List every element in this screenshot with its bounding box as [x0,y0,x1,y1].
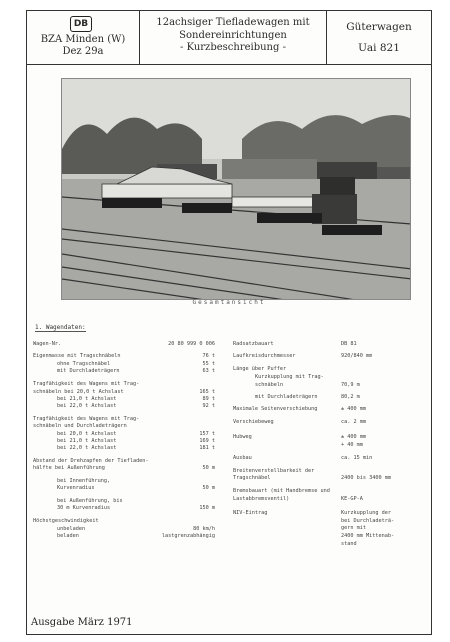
left-row-value: 150 m [199,505,215,511]
right-row-label: Kurzkupplung mit Trag- [255,374,324,380]
left-row-label: Höchstgeschwindigkeit [33,518,99,524]
right-row-value: ca. 15 min [341,455,373,461]
right-row-value: ± 400 mm [341,406,366,412]
right-row-label: NIV-Eintrag [233,510,268,516]
left-row-label: beladen [57,533,79,539]
left-row-label: bei Innenführung, [57,478,111,484]
title-line-1: 12achsiger Tiefladewagen mit [156,17,310,28]
left-row-value: 165 t [199,389,215,395]
left-row-value: 169 t [199,438,215,444]
left-row-label: unbeladen [57,526,86,532]
left-row-label: bei 22,0 t Achslast [57,403,117,409]
document-frame [26,10,432,635]
left-row-label: mit Durchladeträgern [57,368,120,374]
right-row-label: Ausbau [233,455,252,461]
left-row-value: 80 km/h [193,526,215,532]
right-row-value: ± 400 mm [341,434,366,440]
right-row-value: 2400 mm Mittenab- [341,533,395,539]
left-row-label: bei 21,0 t Achslast [57,396,117,402]
wagon-photo [61,78,411,300]
right-row-value: KE-GP-A [341,496,363,502]
org-name: BZA Minden (W) [40,34,126,45]
left-row-label: Kurvenradius [57,485,95,491]
right-row-label: Lastabbremsventil) [233,496,290,502]
edition-footer: Ausgabe März 1971 [31,617,133,628]
photo-caption: Gesamtansicht [192,299,266,306]
right-row-value: 2400 bis 3400 mm [341,475,391,481]
left-row-value: lastgrenzabhängig [161,533,215,539]
right-row-value: gern mit [341,525,366,531]
right-row-value: Kurzkupplung der [341,510,391,516]
title-line-3: - Kurzbeschreibung - [180,42,286,53]
right-row-value: DB 81 [341,341,357,347]
right-row-value: ca. 2 mm [341,419,366,425]
right-row-label: mit Durchladeträgern [255,394,318,400]
right-row-label: schnäbeln [255,382,284,388]
category-label: Güterwagen [346,21,412,33]
left-row-label: Tragfähigkeit des Wagens mit Trag- [33,381,140,387]
left-row-label: Abstand der Drehzapfen der Tiefladen- [33,458,149,464]
left-row-value: 50 m [202,485,215,491]
left-row-label: Tragfähigkeit des Wagens mit Trag- [33,416,140,422]
left-row-value: 50 m [202,465,215,471]
right-row-value: stand [341,541,357,547]
right-row-value: 80,2 m [341,394,360,400]
left-row-value: 92 t [202,403,215,409]
left-row-label: bei 22,0 t Achslast [57,445,117,451]
left-row-label: bei 20,0 t Achslast [57,431,117,437]
right-row-label: Maximale Seitenverschiebung [233,406,318,412]
left-row-label: schnäbeln und Durchladeträgern [33,423,127,429]
left-row-value: 55 t [202,361,215,367]
right-row-label: Hubweg [233,434,252,440]
left-row-label: schnäbeln bei 20,0 t Achslast [33,389,124,395]
right-row-label: Laufkreisdurchmesser [233,353,296,359]
left-row-label: Wagen-Nr. [33,341,62,347]
title-line-2: Sondereinrichtungen [179,30,287,41]
left-row-value: 20 80 999 0 006 [168,341,215,347]
left-row-value: 63 t [202,368,215,374]
type-code: Uai 821 [358,42,400,54]
right-row-label: Tragschnäbel [233,475,271,481]
right-row-label: Radsatzbauart [233,341,274,347]
header-org-cell [27,11,140,64]
header-category-cell [327,11,431,64]
right-row-label: Breitenverstellbarkeit der [233,468,315,474]
left-row-label: bei 21,0 t Achslast [57,438,117,444]
left-row-value: 76 t [202,353,215,359]
left-row-value: 181 t [199,445,215,451]
right-row-label: Bremsbauart (mit Handbremse und [233,488,330,494]
db-logo-icon: DB [70,16,92,32]
left-row-label: 30 m Kurvenradius [57,505,111,511]
left-row-label: hälfte bei Außenführung [33,465,105,471]
header-table [27,11,431,65]
right-row-label: Verschiebeweg [233,419,274,425]
header-title-cell [140,11,327,64]
left-row-label: bei Außenführung, bis [57,498,123,504]
left-row-value: 89 t [202,396,215,402]
right-row-value: 920/840 mm [341,353,373,359]
right-row-value: 70,9 m [341,382,360,388]
right-row-value: bei Durchladeträ- [341,518,395,524]
right-row-value: + 40 mm [341,442,363,448]
org-dept: Dez 29a [62,46,104,57]
left-row-value: 157 t [199,431,215,437]
left-row-label: ohne Tragschnäbel [57,361,111,367]
section-title: 1. Wagendaten: [35,324,86,331]
left-row-label: Eigenmasse mit Tragschnäbeln [33,353,121,359]
right-row-label: Länge über Puffer [233,366,287,372]
